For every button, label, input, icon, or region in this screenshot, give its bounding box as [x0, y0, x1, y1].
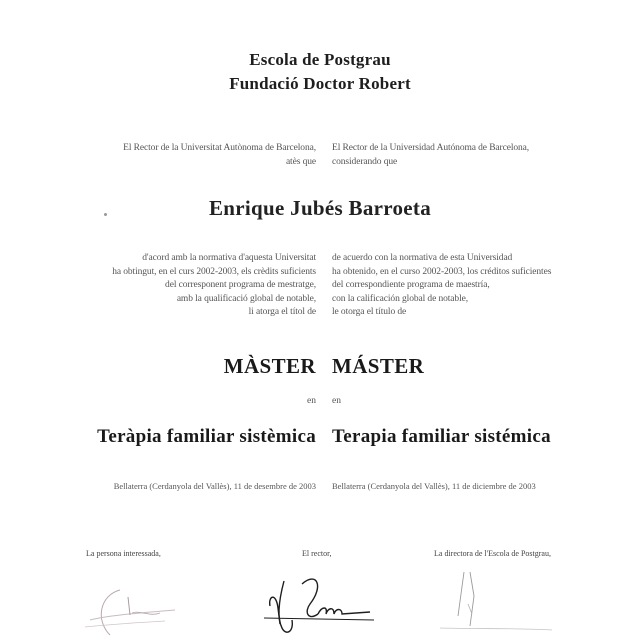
- intro-spanish-line: El Rector de la Universidad Autónoma de Barcelona,: [332, 143, 530, 153]
- body-catalan-line: del corresponent programa de mestratge,: [165, 280, 316, 290]
- director-signature-icon: [440, 566, 560, 640]
- body-catalan-line: amb la qualificació global de notable,: [176, 293, 316, 304]
- intro-catalan-line: El Rector de la Universitat Autònoma de Barcelona,: [123, 143, 316, 153]
- date-spanish: Bellaterra (Cerdanyola del Vallès), 11 de diciembre de 2003: [332, 481, 536, 491]
- body-catalan: [112, 252, 316, 320]
- body-spanish-line: le otorga el título de: [332, 307, 407, 317]
- degree-field-catalan: Teràpia familiar sistèmica: [97, 426, 316, 447]
- body-catalan-line: ha obtingut, en el curs 2002-2003, els crèdits suficients: [112, 266, 316, 277]
- body-spanish-line: de acuerdo con la normativa de esta Universidad: [332, 253, 513, 263]
- degree-title-catalan: MÀSTER: [223, 354, 316, 378]
- date-catalan: Bellaterra (Cerdanyola del Vallès), 11 de desembre de 2003: [113, 481, 316, 491]
- institution-header: [0, 48, 640, 96]
- degree-field-spanish: Terapia familiar sistémica: [332, 426, 551, 447]
- recipient-name: Enrique Jubés Barroeta: [208, 196, 432, 220]
- signature-label-recipient: La persona interessada,: [86, 549, 161, 558]
- connector-catalan: en: [307, 396, 316, 406]
- intro-spanish: [332, 142, 529, 169]
- signature-label-director: La directora de l'Escola de Postgrau,: [434, 549, 551, 558]
- intro-spanish-line: considerando que: [332, 156, 398, 167]
- body-spanish-line: del correspondiente programa de maestría,: [332, 280, 490, 290]
- body-spanish-line: ha obtenido, en el curso 2002-2003, los créditos suficientes: [332, 266, 552, 277]
- intro-catalan: [123, 142, 316, 169]
- intro-catalan-line: atès que: [285, 156, 316, 167]
- foundation-name: Fundació Doctor Robert: [229, 74, 411, 93]
- signature-label-rector: El rector,: [302, 549, 332, 558]
- connector-spanish: en: [332, 396, 341, 406]
- recipient-signature-icon: [80, 575, 190, 640]
- body-spanish-line: con la calificación global de notable,: [332, 293, 469, 304]
- degree-title-spanish: MÁSTER: [332, 354, 425, 378]
- school-name: Escola de Postgrau: [249, 50, 391, 69]
- body-spanish: [332, 252, 551, 320]
- rector-signature-icon: [262, 566, 382, 640]
- body-catalan-line: d'acord amb la normativa d'aquesta Universitat: [142, 253, 316, 263]
- body-catalan-line: li atorga el títol de: [248, 307, 316, 317]
